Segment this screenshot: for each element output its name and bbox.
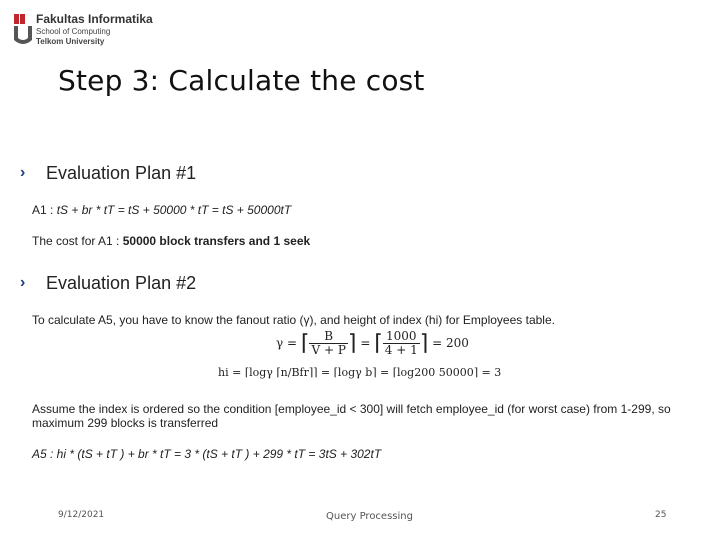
plan2-assumption: Assume the index is ordered so the condition [employee_id < 300] will fetch employee_id (for worst case) from 1-299, so maximum 299 blocks is transferred bbox=[32, 402, 671, 430]
height-formula: hi = ⌈logγ ⌈n/Bfr⌉⌉ = ⌈logγ b⌉ = ⌈log200 50000⌉ = 3 bbox=[218, 366, 502, 379]
slide-title: Step 3: Calculate the cost bbox=[58, 64, 425, 97]
plan2-intro: To calculate A5, you have to know the fanout ratio (γ), and height of index (hi) for Employees table. bbox=[32, 313, 555, 327]
footer-page-number: 25 bbox=[655, 510, 667, 520]
plan1-a1-prefix: A1 : bbox=[32, 203, 57, 217]
plan2-heading: Evaluation Plan #2 bbox=[46, 273, 197, 293]
plan1-heading: Evaluation Plan #1 bbox=[46, 163, 197, 183]
gamma-fraction-symbolic bbox=[309, 330, 347, 357]
plan2-a5-formula: A5 : hi * (tS + tT ) + br * tT = 3 * (tS + tT ) + 299 * tT = 3tS + 302tT bbox=[32, 447, 382, 461]
gamma-lhs: γ = bbox=[276, 336, 298, 350]
plan1-cost-line bbox=[32, 234, 310, 248]
logo-line-school: School of Computing bbox=[36, 27, 111, 36]
bullet-chevron-icon: › bbox=[20, 274, 26, 291]
plan1-a1-line bbox=[32, 203, 291, 217]
gamma-numerator: B bbox=[309, 330, 347, 344]
footer-date: 9/12/2021 bbox=[58, 510, 105, 520]
plan1-a1-formula: tS + br * tT = tS + 50000 * tT = tS + 50000tT bbox=[56, 203, 292, 217]
gamma-denominator-value: 4 + 1 bbox=[384, 343, 418, 357]
plan1-cost-prefix: The cost for A1 : bbox=[32, 234, 123, 248]
telkom-logo bbox=[14, 12, 154, 48]
telkom-logo-icon bbox=[14, 14, 32, 44]
logo-line-faculty: Fakultas Informatika bbox=[36, 12, 153, 26]
logo-line-university: Telkom University bbox=[36, 37, 105, 46]
gamma-numerator-value: 1000 bbox=[383, 330, 420, 344]
gamma-result: = 200 bbox=[432, 336, 469, 350]
bullet-chevron-icon: › bbox=[20, 164, 26, 181]
gamma-fraction-numeric bbox=[383, 330, 420, 357]
gamma-denominator: V + P bbox=[311, 343, 346, 357]
plan1-cost-value: 50000 block transfers and 1 seek bbox=[122, 234, 311, 248]
footer-topic: Query Processing bbox=[326, 511, 413, 522]
plan2-a5-line bbox=[32, 447, 381, 461]
gamma-formula: γ = ⌈ $\frac{B}{V + P}$ ⌉ = ⌈ $\frac{1000}{4 + 1}$ ⌉ = 200 bbox=[276, 329, 469, 357]
